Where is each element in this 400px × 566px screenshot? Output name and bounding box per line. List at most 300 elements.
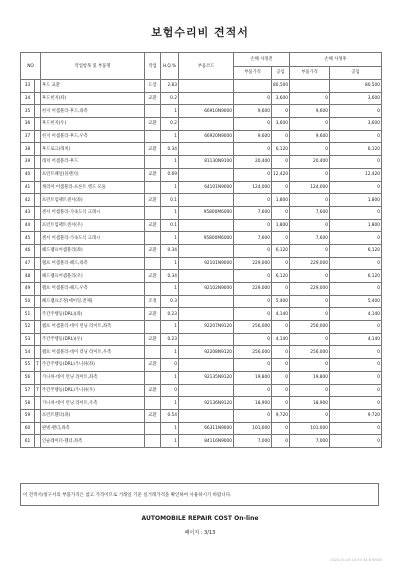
table-row bbox=[21, 80, 382, 93]
row-name: 후드힌지(우) bbox=[41, 118, 145, 131]
row-name: 인슐레이터-휀더,좌측 bbox=[41, 435, 145, 448]
row-before-labor: 0 bbox=[272, 384, 290, 397]
row-before-labor: 3,600 bbox=[272, 118, 290, 131]
row-code bbox=[179, 333, 234, 346]
row-hqr: 0.1 bbox=[161, 219, 179, 232]
row-no: 42 bbox=[21, 194, 35, 207]
row-hqr: 0.23 bbox=[161, 333, 179, 346]
estimate-table bbox=[20, 52, 382, 448]
row-before-labor: 0 bbox=[272, 130, 290, 143]
row-after-labor: 0 bbox=[330, 257, 382, 270]
row-hqr: 1 bbox=[161, 371, 179, 384]
row-hqr: 1 bbox=[161, 232, 179, 245]
row-work: 교환 bbox=[145, 359, 161, 372]
row-hqr: 0.34 bbox=[161, 270, 179, 283]
row-before-parts: 19,800 bbox=[234, 371, 272, 384]
row-after-labor: 0 bbox=[330, 397, 382, 410]
row-work: 교환 bbox=[145, 168, 161, 181]
row-after-parts: 101,000 bbox=[290, 422, 330, 435]
row-no: 43 bbox=[21, 206, 35, 219]
row-after-parts: 229,000 bbox=[290, 257, 330, 270]
row-before-parts: 0 bbox=[234, 384, 272, 397]
row-code bbox=[179, 92, 234, 105]
row-name: 힌지 어셈블리-후드,우측 bbox=[41, 130, 145, 143]
row-no: 48 bbox=[21, 270, 35, 283]
row-name: 캐리어 어셈블리-프론트 엔드 모듈 bbox=[41, 181, 145, 194]
row-before-parts: 7,600 bbox=[234, 206, 272, 219]
row-no: 55 bbox=[21, 359, 35, 372]
row-no: 40 bbox=[21, 168, 35, 181]
row-work: 교환 bbox=[145, 308, 161, 321]
table-row bbox=[21, 384, 382, 397]
row-work: 교환 bbox=[145, 270, 161, 283]
row-no: 41 bbox=[21, 181, 35, 194]
row-after-parts: 0 bbox=[290, 143, 330, 156]
row-after-parts: 9,600 bbox=[290, 105, 330, 118]
row-code bbox=[179, 384, 234, 397]
row-after-parts: 229,000 bbox=[290, 283, 330, 296]
row-after-parts: 0 bbox=[290, 409, 330, 422]
row-work bbox=[145, 422, 161, 435]
row-before-parts: 229,000 bbox=[234, 283, 272, 296]
row-after-labor: 0 bbox=[330, 130, 382, 143]
table-row bbox=[21, 92, 382, 105]
row-no: 47 bbox=[21, 257, 35, 270]
row-code: 92135N9120 bbox=[179, 371, 234, 384]
row-work bbox=[145, 156, 161, 169]
table-row bbox=[21, 359, 382, 372]
row-work: 교환 bbox=[145, 92, 161, 105]
header-work: 작업 bbox=[145, 53, 161, 80]
header-before-labor: 공임 bbox=[272, 66, 290, 80]
row-before-parts: 0 bbox=[234, 219, 272, 232]
row-hqr: 0 bbox=[161, 359, 179, 372]
row-before-parts: 0 bbox=[234, 194, 272, 207]
row-no: 51 bbox=[21, 308, 35, 321]
row-code bbox=[179, 359, 234, 372]
row-before-parts: 229,000 bbox=[234, 257, 272, 270]
table-row bbox=[21, 321, 382, 334]
row-after-labor: 9,720 bbox=[330, 409, 382, 422]
row-hqr: 1 bbox=[161, 422, 179, 435]
row-no: 57 bbox=[21, 384, 35, 397]
row-before-parts: 101,000 bbox=[234, 422, 272, 435]
row-hqr: 1 bbox=[161, 257, 179, 270]
row-after-labor: 0 bbox=[330, 105, 382, 118]
row-hqr: 0.1 bbox=[161, 194, 179, 207]
row-code bbox=[179, 244, 234, 257]
row-name: 후드로크(래치) bbox=[41, 143, 145, 156]
row-no: 60 bbox=[21, 422, 35, 435]
row-hqr: 0.54 bbox=[161, 409, 179, 422]
row-after-parts: 0 bbox=[290, 194, 330, 207]
row-after-parts: 0 bbox=[290, 219, 330, 232]
row-name: 램프 어셈블리-데이 러닝 라이트,우측 bbox=[41, 346, 145, 359]
row-after-parts: 0 bbox=[290, 295, 330, 308]
header-no: NO bbox=[21, 53, 41, 80]
row-code: 66311N9000 bbox=[179, 422, 234, 435]
row-name: 판넬-펜더,좌측 bbox=[41, 422, 145, 435]
row-hqr: 1 bbox=[161, 397, 179, 410]
table-row bbox=[21, 244, 382, 257]
row-hqr: 0.2 bbox=[161, 118, 179, 131]
row-no: 49 bbox=[21, 283, 35, 296]
table-row bbox=[21, 422, 382, 435]
row-after-parts: 18,900 bbox=[290, 397, 330, 410]
table-row bbox=[21, 156, 382, 169]
table-row bbox=[21, 219, 382, 232]
row-before-labor: 1,800 bbox=[272, 219, 290, 232]
row-name: 후드 교환 bbox=[41, 80, 145, 93]
row-hqr: 1 bbox=[161, 346, 179, 359]
row-no: 45 bbox=[21, 232, 35, 245]
row-after-parts: 256,000 bbox=[290, 346, 330, 359]
header-name: 작업항목 및 부품명 bbox=[41, 53, 145, 80]
row-after-parts: 0 bbox=[290, 270, 330, 283]
row-work bbox=[145, 206, 161, 219]
row-no: 46 bbox=[21, 244, 35, 257]
row-after-labor: 0 bbox=[330, 346, 382, 359]
row-hqr: 1 bbox=[161, 321, 179, 334]
row-after-parts: 9,600 bbox=[290, 130, 330, 143]
row-name: 램프 어셈블리-데이 런닝 라이트,좌측 bbox=[41, 321, 145, 334]
row-before-parts: 0 bbox=[234, 409, 272, 422]
row-after-labor: 0 bbox=[330, 283, 382, 296]
row-before-parts: 0 bbox=[234, 244, 272, 257]
row-name: 센서 어셈블리-가속도식 크래시 bbox=[41, 232, 145, 245]
row-before-labor: 0 bbox=[272, 181, 290, 194]
row-after-labor: 0 bbox=[330, 156, 382, 169]
row-after-labor: 0 bbox=[330, 181, 382, 194]
row-after-labor: 1,800 bbox=[330, 219, 382, 232]
row-before-labor: 0 bbox=[272, 397, 290, 410]
row-no: 59 bbox=[21, 409, 35, 422]
header-before: 손해 사정전 bbox=[234, 53, 290, 67]
row-hqr: 0.69 bbox=[161, 168, 179, 181]
row-before-labor: 6,120 bbox=[272, 270, 290, 283]
row-before-labor: 0 bbox=[272, 321, 290, 334]
row-hqr: 0 bbox=[161, 384, 179, 397]
row-after-labor: 0 bbox=[330, 384, 382, 397]
row-before-labor: 4,140 bbox=[272, 333, 290, 346]
row-name: 래치 어셈블리-후드 bbox=[41, 156, 145, 169]
row-before-parts: 0 bbox=[234, 333, 272, 346]
row-before-labor: 4,140 bbox=[272, 308, 290, 321]
row-before-parts: 256,000 bbox=[234, 346, 272, 359]
table-row bbox=[21, 130, 382, 143]
row-hqr: 1 bbox=[161, 181, 179, 194]
row-before-labor: 6,120 bbox=[272, 143, 290, 156]
row-no: 38 bbox=[21, 143, 35, 156]
row-code bbox=[179, 270, 234, 283]
row-before-parts: 0 bbox=[234, 308, 272, 321]
row-before-labor: 0 bbox=[272, 422, 290, 435]
row-name: 프런트임팩트센서(좌) bbox=[41, 194, 145, 207]
header-after-parts: 부품가격 bbox=[290, 66, 330, 80]
price-note: 이 견적서/청구서의 부품가격은 참고 가격이므로 거래일 기준 실거래가격을 확인하여 사용하시기 바랍니다. bbox=[20, 483, 379, 506]
header-code: 부품코드 bbox=[179, 53, 234, 80]
row-code: 92136N9120 bbox=[179, 397, 234, 410]
row-hqr: 1 bbox=[161, 283, 179, 296]
row-before-parts: 0 bbox=[234, 143, 272, 156]
row-before-labor: 9,720 bbox=[272, 409, 290, 422]
row-work bbox=[145, 397, 161, 410]
row-code: 92102N9000 bbox=[179, 283, 234, 296]
row-code: 81130N9100 bbox=[179, 156, 234, 169]
row-after-labor: 1,800 bbox=[330, 194, 382, 207]
row-after-labor: 0 bbox=[330, 359, 382, 372]
row-before-labor: 0 bbox=[272, 156, 290, 169]
row-code bbox=[179, 308, 234, 321]
row-before-labor: 6,120 bbox=[272, 244, 290, 257]
table-row bbox=[21, 333, 382, 346]
row-after-labor: 0 bbox=[330, 321, 382, 334]
row-before-labor: 0 bbox=[272, 371, 290, 384]
row-code bbox=[179, 219, 234, 232]
row-code: 66920N9000 bbox=[179, 130, 234, 143]
table-row bbox=[21, 346, 382, 359]
row-work bbox=[145, 283, 161, 296]
row-code bbox=[179, 80, 234, 93]
row-code: 92101N9000 bbox=[179, 257, 234, 270]
row-no: 33 bbox=[21, 80, 35, 93]
table-row bbox=[21, 295, 382, 308]
row-no: 54 bbox=[21, 346, 35, 359]
row-before-parts: 20,400 bbox=[234, 156, 272, 169]
row-after-labor: 0 bbox=[330, 435, 382, 448]
row-after-labor: 0 bbox=[330, 206, 382, 219]
row-hqr: 1 bbox=[161, 156, 179, 169]
row-after-parts: 0 bbox=[290, 333, 330, 346]
row-code bbox=[179, 118, 234, 131]
row-after-parts: 19,800 bbox=[290, 371, 330, 384]
header-before-parts: 부품가격 bbox=[234, 66, 272, 80]
row-name: 프런트패널(플랜지) bbox=[41, 168, 145, 181]
row-code: 92208N9120 bbox=[179, 346, 234, 359]
row-work bbox=[145, 346, 161, 359]
row-code: 84116N9000 bbox=[179, 435, 234, 448]
table-row bbox=[21, 118, 382, 131]
row-work bbox=[145, 181, 161, 194]
row-after-parts: 7,600 bbox=[290, 232, 330, 245]
row-work: 도장 bbox=[145, 80, 161, 93]
table-row bbox=[21, 206, 382, 219]
row-code: 66910N9000 bbox=[179, 105, 234, 118]
row-name: 힌지 어셈블리-후드,좌측 bbox=[41, 105, 145, 118]
row-work bbox=[145, 321, 161, 334]
row-after-labor: 80,500 bbox=[330, 80, 382, 93]
row-name: 가니쉬-데이 런닝 라이트,우측 bbox=[41, 397, 145, 410]
row-after-parts bbox=[290, 80, 330, 93]
row-no: 36 bbox=[21, 118, 35, 131]
row-name: 센서 어셈블리-가속도식 크래시 bbox=[41, 206, 145, 219]
table-row bbox=[21, 409, 382, 422]
row-code: 95800M6000 bbox=[179, 232, 234, 245]
row-code: 92207N9120 bbox=[179, 321, 234, 334]
row-before-parts: 18,900 bbox=[234, 397, 272, 410]
table-row bbox=[21, 257, 382, 270]
row-after-labor: 0 bbox=[330, 422, 382, 435]
row-after-labor: 4,140 bbox=[330, 333, 382, 346]
row-name: 램프 어셈블리-헤드,좌측 bbox=[41, 257, 145, 270]
row-before-parts: 7,000 bbox=[234, 435, 272, 448]
row-after-labor: 6,120 bbox=[330, 143, 382, 156]
row-type: T bbox=[35, 359, 41, 372]
row-work bbox=[145, 232, 161, 245]
row-hqr: 2.83 bbox=[161, 80, 179, 93]
row-before-labor: 5,400 bbox=[272, 295, 290, 308]
row-hqr: 1 bbox=[161, 435, 179, 448]
row-type: T bbox=[35, 384, 41, 397]
row-before-labor: 0 bbox=[272, 359, 290, 372]
row-work: 교환 bbox=[145, 194, 161, 207]
row-code bbox=[179, 409, 234, 422]
row-no: 37 bbox=[21, 130, 35, 143]
table-row bbox=[21, 371, 382, 384]
row-name: 프런트임팩트센서(우) bbox=[41, 219, 145, 232]
row-name: 램프 어셈블리-헤드,우측 bbox=[41, 283, 145, 296]
row-hqr: 0.2 bbox=[161, 92, 179, 105]
row-before-parts: 0 bbox=[234, 168, 272, 181]
row-hqr: 1 bbox=[161, 105, 179, 118]
row-after-labor: 5,400 bbox=[330, 295, 382, 308]
table-row bbox=[21, 105, 382, 118]
table-row bbox=[21, 397, 382, 410]
table-row bbox=[21, 168, 382, 181]
table-row bbox=[21, 194, 382, 207]
row-hqr: 0.3 bbox=[161, 295, 179, 308]
row-before-parts bbox=[234, 80, 272, 93]
row-after-parts: 124,000 bbox=[290, 181, 330, 194]
table-row bbox=[21, 435, 382, 448]
row-no: 34 bbox=[21, 92, 35, 105]
row-work: 교환 bbox=[145, 333, 161, 346]
footer-title: AUTOMOBILE REPAIR COST On-line bbox=[141, 515, 259, 522]
row-after-labor: 4,140 bbox=[330, 308, 382, 321]
row-hqr: 1 bbox=[161, 130, 179, 143]
row-after-parts: 0 bbox=[290, 118, 330, 131]
row-before-labor: 0 bbox=[272, 206, 290, 219]
row-no: 50 bbox=[21, 295, 35, 308]
row-before-labor: 80,500 bbox=[272, 80, 290, 93]
row-name: 후드힌지(좌) bbox=[41, 92, 145, 105]
row-before-labor: 0 bbox=[272, 257, 290, 270]
header-hqr: H.Q.% bbox=[161, 53, 179, 80]
row-before-labor: 1,800 bbox=[272, 194, 290, 207]
row-after-parts: 0 bbox=[290, 92, 330, 105]
row-work bbox=[145, 257, 161, 270]
row-before-labor: 0 bbox=[272, 105, 290, 118]
row-no: 56 bbox=[21, 371, 35, 384]
row-no: 58 bbox=[21, 397, 35, 410]
row-after-labor: 6,120 bbox=[330, 270, 382, 283]
print-timestamp: 2024-01-05 14:57:34 870000 bbox=[330, 558, 382, 562]
row-before-labor: 0 bbox=[272, 283, 290, 296]
table-row bbox=[21, 283, 382, 296]
row-hqr: 1 bbox=[161, 206, 179, 219]
row-after-labor: 12,420 bbox=[330, 168, 382, 181]
row-after-parts: 0 bbox=[290, 359, 330, 372]
row-before-parts: 0 bbox=[234, 270, 272, 283]
row-before-parts: 7,600 bbox=[234, 232, 272, 245]
row-before-parts: 0 bbox=[234, 295, 272, 308]
row-work bbox=[145, 130, 161, 143]
table-row bbox=[21, 308, 382, 321]
row-name: 프런트휀더(좌) bbox=[41, 409, 145, 422]
header-after-labor: 공임 bbox=[330, 66, 382, 80]
row-work bbox=[145, 105, 161, 118]
row-after-labor: 6,120 bbox=[330, 244, 382, 257]
row-work: 교환 bbox=[145, 244, 161, 257]
row-no: 39 bbox=[21, 156, 35, 169]
row-hqr: 0.34 bbox=[161, 143, 179, 156]
row-work: 조정 bbox=[145, 295, 161, 308]
row-work: 교환 bbox=[145, 118, 161, 131]
row-name: 주간주행등(DRL)가니쉬(우) bbox=[41, 384, 145, 397]
row-before-parts: 9,600 bbox=[234, 130, 272, 143]
row-before-parts: 0 bbox=[234, 92, 272, 105]
row-code bbox=[179, 194, 234, 207]
row-before-labor: 3,600 bbox=[272, 92, 290, 105]
page-number: 페이지 : 3/13 bbox=[184, 530, 216, 536]
row-after-labor: 0 bbox=[330, 371, 382, 384]
row-code bbox=[179, 143, 234, 156]
row-no: 35 bbox=[21, 105, 35, 118]
row-code bbox=[179, 295, 234, 308]
row-hqr: 0.23 bbox=[161, 308, 179, 321]
row-work: 교환 bbox=[145, 219, 161, 232]
row-before-parts: 9,600 bbox=[234, 105, 272, 118]
table-row bbox=[21, 143, 382, 156]
row-after-labor: 0 bbox=[330, 232, 382, 245]
row-name: 주간주행등(DRL)(좌) bbox=[41, 308, 145, 321]
row-no: 44 bbox=[21, 219, 35, 232]
row-before-labor: 0 bbox=[272, 435, 290, 448]
row-after-parts: 0 bbox=[290, 168, 330, 181]
row-code: 64101N9000 bbox=[179, 181, 234, 194]
row-work: 교환 bbox=[145, 384, 161, 397]
row-before-labor: 0 bbox=[272, 232, 290, 245]
row-after-labor: 3,600 bbox=[330, 92, 382, 105]
row-after-parts: 0 bbox=[290, 308, 330, 321]
row-before-parts: 124,000 bbox=[234, 181, 272, 194]
row-no: 53 bbox=[21, 333, 35, 346]
row-after-parts: 0 bbox=[290, 244, 330, 257]
row-no: 61 bbox=[21, 435, 35, 448]
row-name: 가니쉬-데이 런닝 라이트,좌측 bbox=[41, 371, 145, 384]
document-title: 보험수리비 견적서 bbox=[151, 26, 249, 39]
row-name: 헤드램프어셈블리(좌) bbox=[41, 244, 145, 257]
row-name: 헤드램프어셈블리(우) bbox=[41, 270, 145, 283]
row-after-parts: 256,000 bbox=[290, 321, 330, 334]
row-code bbox=[179, 168, 234, 181]
row-after-parts: 20,400 bbox=[290, 156, 330, 169]
row-after-parts: 7,000 bbox=[290, 435, 330, 448]
table-row bbox=[21, 270, 382, 283]
row-no: 52 bbox=[21, 321, 35, 334]
row-after-parts: 7,600 bbox=[290, 206, 330, 219]
row-work bbox=[145, 435, 161, 448]
table-row bbox=[21, 232, 382, 245]
row-after-labor: 3,600 bbox=[330, 118, 382, 131]
row-work: 교환 bbox=[145, 143, 161, 156]
table-row bbox=[21, 181, 382, 194]
row-work bbox=[145, 371, 161, 384]
row-name: 헤드램프조정(에이밍,전체) bbox=[41, 295, 145, 308]
row-hqr: 0.34 bbox=[161, 244, 179, 257]
row-code: 95800M6000 bbox=[179, 206, 234, 219]
row-before-parts: 0 bbox=[234, 118, 272, 131]
